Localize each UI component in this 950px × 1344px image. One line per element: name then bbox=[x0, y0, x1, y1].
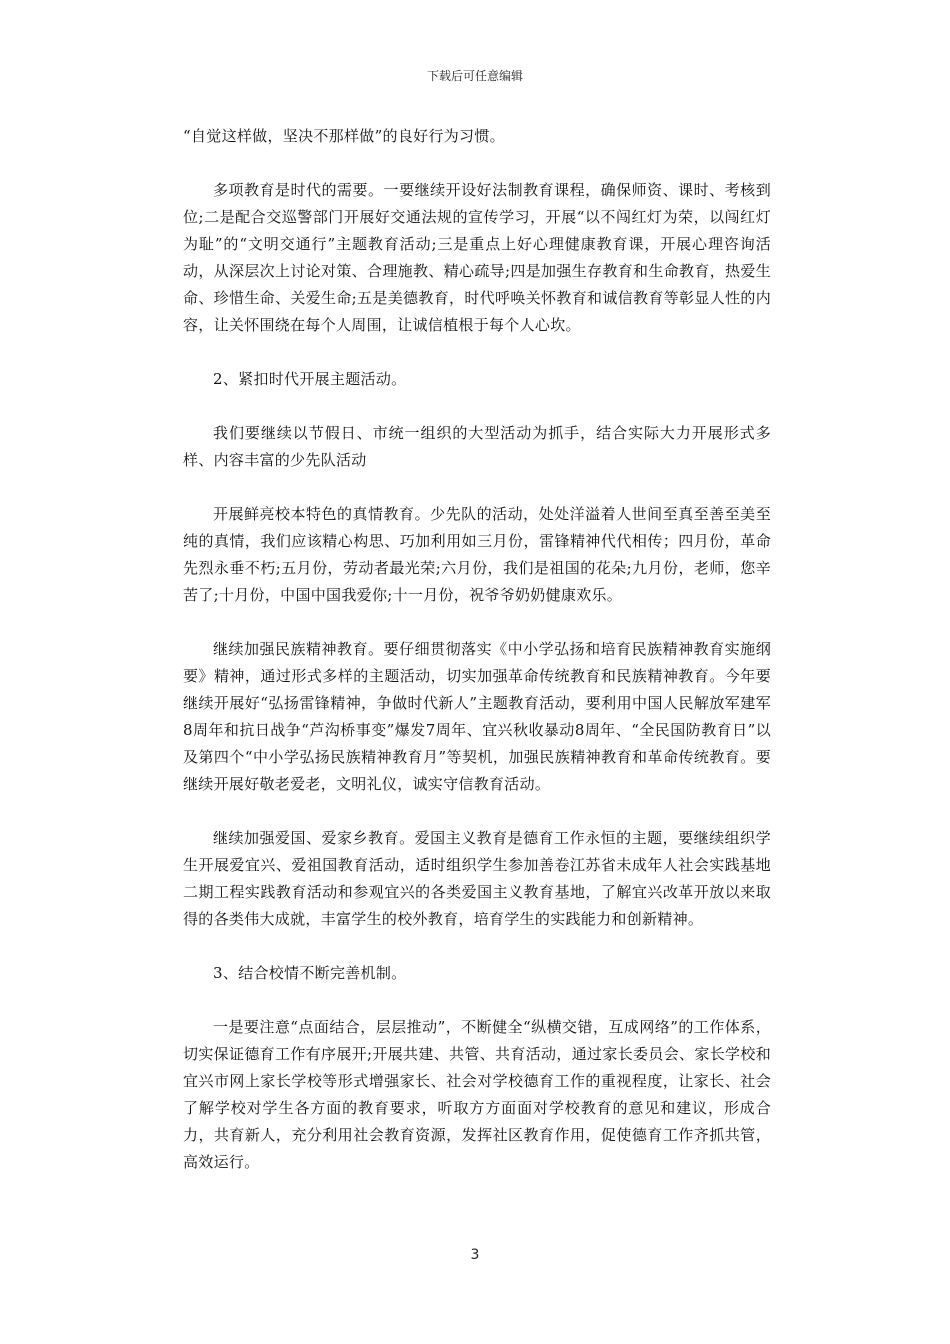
paragraph-spacer bbox=[183, 933, 771, 960]
page-header: 下载后可任意编辑 bbox=[426, 69, 523, 83]
paragraph-spacer bbox=[183, 609, 771, 636]
paragraph-spacer bbox=[183, 339, 771, 366]
paragraph-holiday-activities: 我们要继续以节假日、市统一组织的大型活动为抓手，结合实际大力开展形式多样、内容丰富的少先队活动 bbox=[183, 424, 771, 469]
paragraph-spacer bbox=[183, 798, 771, 825]
paragraph-multi-education: 多项教育是时代的需要。一要继续开设好法制教育课程，确保师资、课时、考核到位;二是配合交巡警部门开展好交通法规的宣传学习，开展“以不闯红灯为荣，以闯红灯为耻”的“文明交通行”主题教育活动;三是重点上好心理健康教育课，开展心理咨询活动，从深层次上讨论对策、合理施教、精心疏导;四是加强生存教育和生命教育，热爱生命、珍惜生命、关爱生命;五是美德教育，时代呼唤关怀教育和诚信教育等彰显人性的内容，让关怀围绕在每个人周围，让诚信植根于每个人心坎。 bbox=[183, 181, 771, 334]
section-heading-2: 2、紧扣时代开展主题活动。 bbox=[213, 370, 407, 388]
paragraph-mechanism: 一是要注意“点面结合，层层推动”，不断健全“纵横交错，互成网络”的工作体系，切实保证德育工作有序展开;开展共建、共管、共育活动，通过家长委员会、家长学校和宜兴市网上家长学校等形式增强家长、社会对学校德育工作的重视程度，让家长、社会了解学校对学生各方面的教育要求，听取方方面面对学校教育的意见和建议，形成合力，共育新人，充分利用社会教育资源，发挥社区教育作用，促使德育工作齐抓共管，高效运行。 bbox=[183, 1018, 771, 1171]
paragraph-spacer bbox=[183, 393, 771, 420]
paragraph-continuation: “自觉这样做，坚决不那样做”的良好行为习惯。 bbox=[183, 127, 505, 145]
paragraph-true-feeling-education: 开展鲜亮校本特色的真情教育。少先队的活动，处处洋溢着人世间至真至善至美至纯的真情，我们应该精心构思、巧加利用如三月份，雷锋精神代代相传；四月份，革命先烈永垂不朽;五月份，劳动者最光荣;六月份，我们是祖国的花朵;九月份，老师，您辛苦了;十月份，中国中国我爱你;十一月份，祝爷爷奶奶健康欢乐。 bbox=[183, 505, 771, 604]
paragraph-spacer bbox=[183, 987, 771, 1014]
paragraph-national-spirit: 继续加强民族精神教育。要仔细贯彻落实《中小学弘扬和培育民族精神教育实施纲要》精神，通过形式多样的主题活动，切实加强革命传统教育和民族精神教育。今年要继续开展好“弘扬雷锋精神，争做时代新人”主题教育活动，要利用中国人民解放军建军8周年和抗日战争“芦沟桥事变”爆发7周年、宜兴秋收暴动8周年、“全民国防教育日”以及第四个“中小学弘扬民族精神教育月”等契机，加强民族精神教育和革命传统教育。要继续开展好敬老爱老，文明礼仪，诚实守信教育活动。 bbox=[183, 640, 771, 793]
paragraph-spacer bbox=[183, 474, 771, 501]
paragraph-spacer bbox=[183, 150, 771, 177]
document-body bbox=[183, 123, 771, 1176]
section-heading-3: 3、结合校情不断完善机制。 bbox=[213, 964, 407, 982]
page-number: 3 bbox=[470, 1247, 480, 1263]
paragraph-patriotism: 继续加强爱国、爱家乡教育。爱国主义教育是德育工作永恒的主题，要继续组织学生开展爱宜兴、爱祖国教育活动，适时组织学生参加善卷江苏省未成年人社会实践基地二期工程实践教育活动和参观宜兴的各类爱国主义教育基地，了解宜兴改革开放以来取得的各类伟大成就，丰富学生的校外教育，培育学生的实践能力和创新精神。 bbox=[183, 829, 771, 928]
